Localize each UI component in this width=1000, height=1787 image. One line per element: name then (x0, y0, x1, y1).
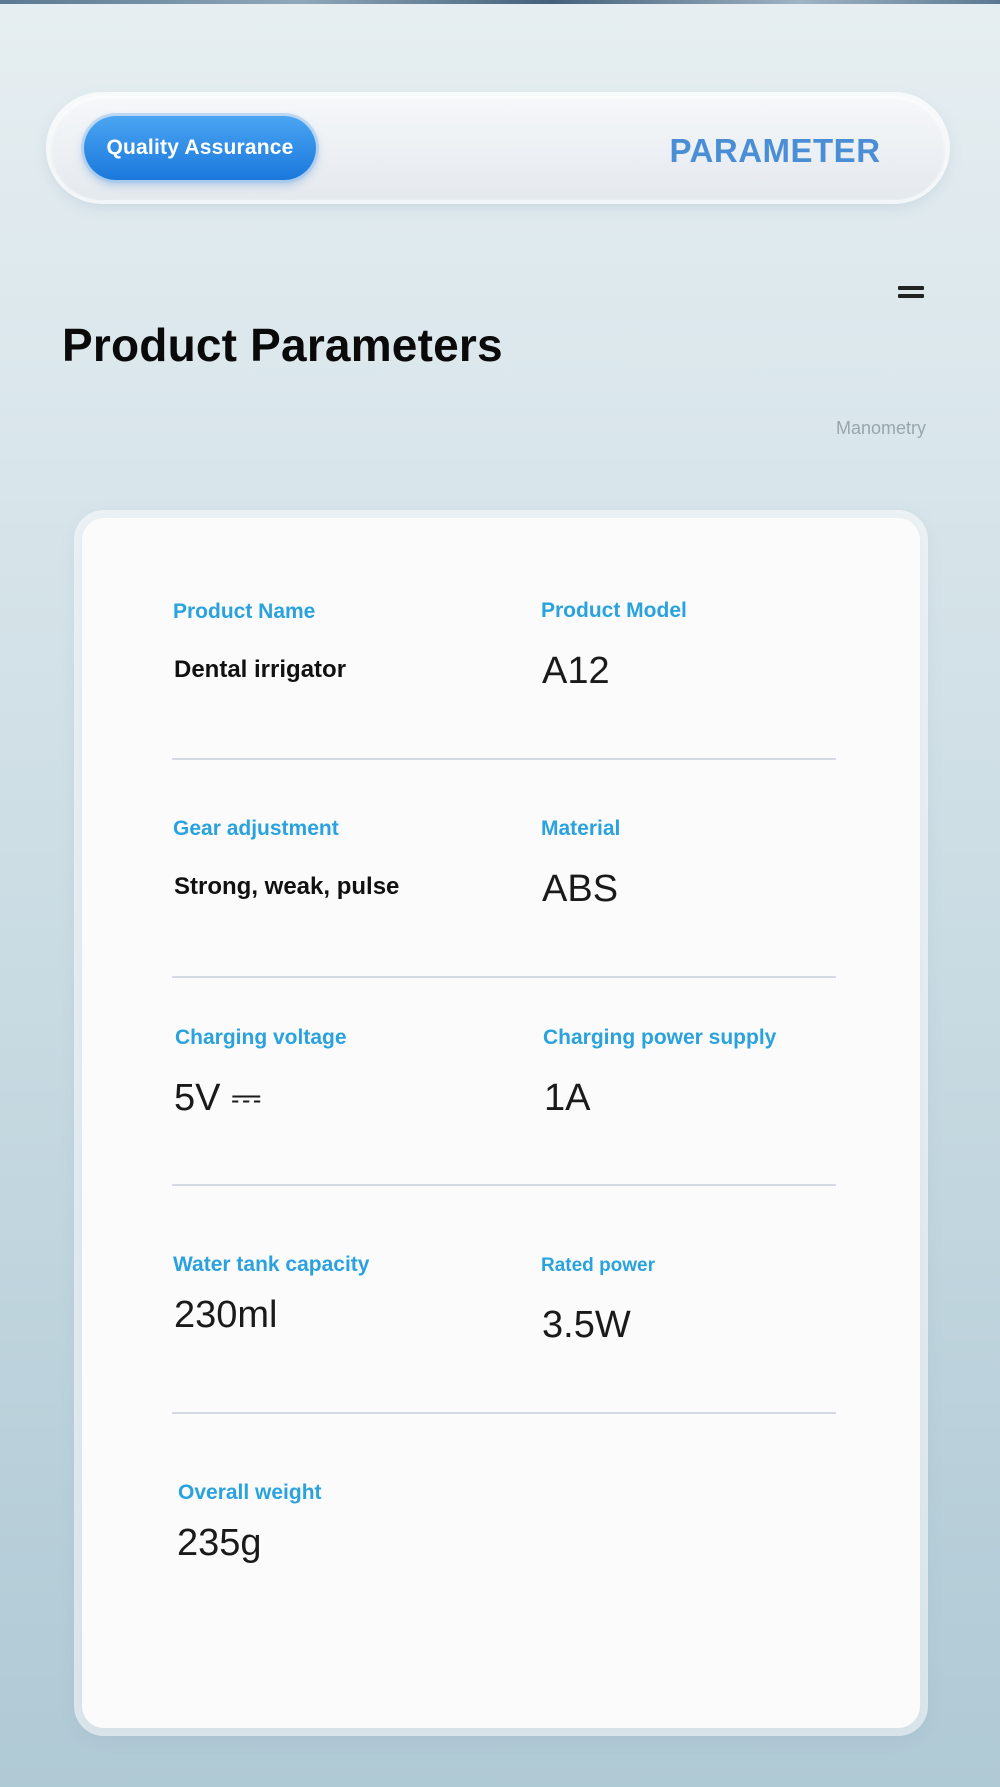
menu-icon[interactable] (898, 286, 924, 300)
param-value-water-tank-capacity: 230ml (174, 1294, 278, 1336)
page-subtitle: Manometry (835, 418, 926, 438)
row-divider (172, 758, 836, 760)
param-label-charging-power-supply: Charging power supply (543, 1026, 777, 1049)
row-divider (172, 1412, 836, 1414)
param-label-product-name: Product Name (173, 600, 316, 623)
quality-assurance-button[interactable]: Quality Assurance (84, 116, 316, 180)
param-label-material: Material (541, 817, 621, 840)
param-value-product-name: Dental irrigator (174, 656, 347, 683)
param-value-charging-power-supply: 1A (544, 1077, 591, 1119)
param-label-water-tank-capacity: Water tank capacity (173, 1253, 370, 1276)
row-divider (172, 1184, 836, 1186)
param-value-rated-power: 3.5W (542, 1304, 631, 1346)
param-value-overall-weight: 235g (177, 1522, 262, 1564)
param-value-gear-adjustment: Strong, weak, pulse (174, 873, 400, 900)
param-value-product-model: A12 (542, 650, 610, 692)
param-label-gear-adjustment: Gear adjustment (173, 817, 339, 840)
tab-parameter[interactable]: PARAMETER (669, 132, 881, 169)
param-value-material: ABS (542, 868, 619, 910)
param-label-product-model: Product Model (541, 599, 687, 622)
param-label-rated-power: Rated power (541, 1255, 656, 1276)
param-value-charging-voltage: 5V ⎓ (174, 1077, 262, 1119)
param-label-overall-weight: Overall weight (178, 1481, 322, 1504)
param-label-charging-voltage: Charging voltage (175, 1026, 347, 1049)
top-image-strip (0, 0, 1000, 4)
page-title: Product Parameters (62, 319, 503, 371)
row-divider (172, 976, 836, 978)
